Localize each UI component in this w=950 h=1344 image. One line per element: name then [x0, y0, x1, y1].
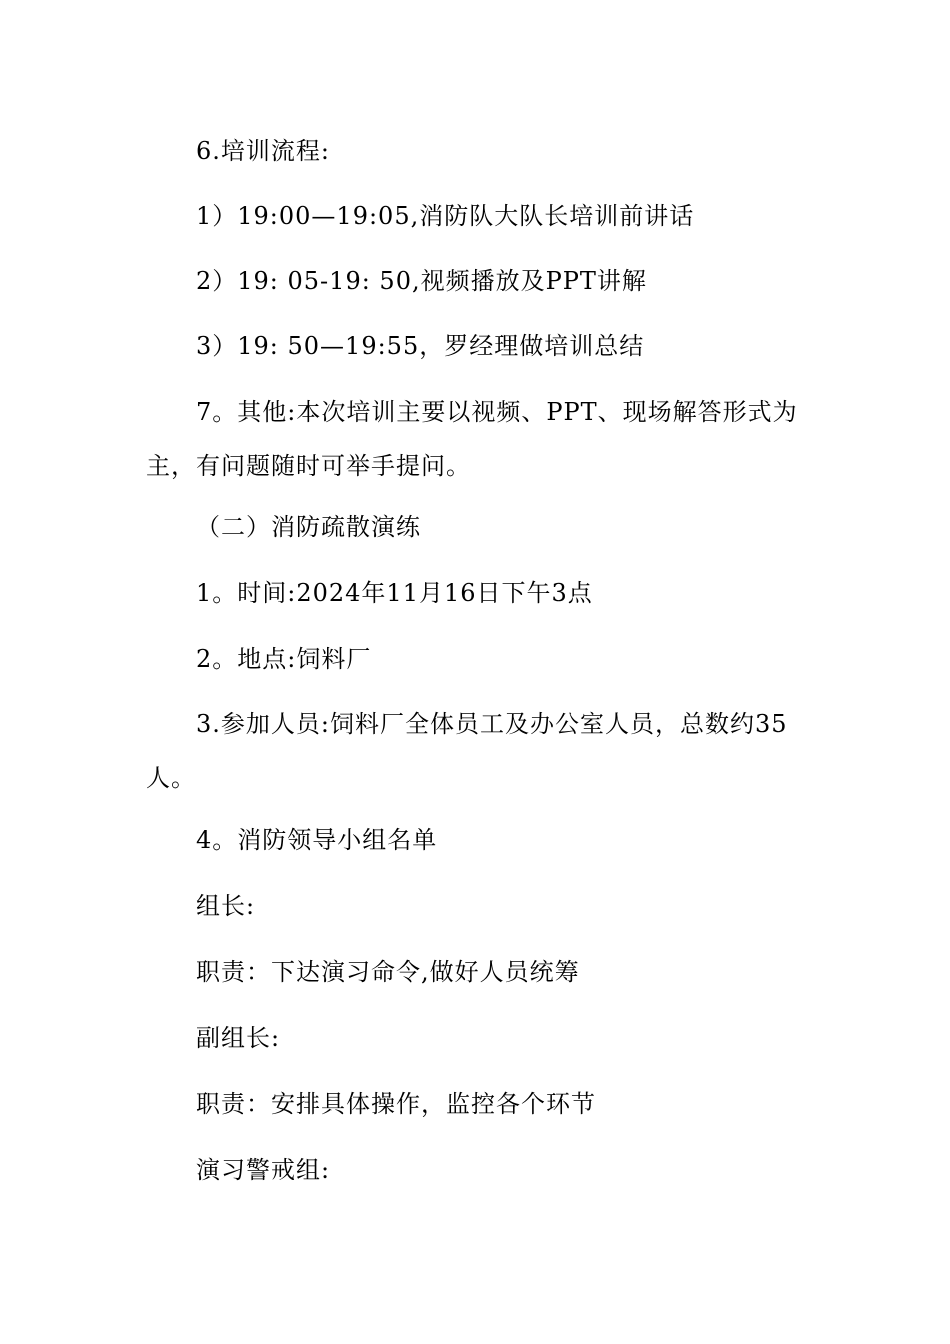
warning-group-label: 演习警戒组: [196, 1156, 331, 1184]
deputy-duty: 职责：安排具体操作，监控各个环节 [196, 1090, 596, 1118]
section-heading-evacuation-drill: （二）消防疏散演练 [196, 513, 421, 541]
schedule-item-1: 1）19:00—19:05,消防队大队长培训前讲话 [196, 202, 695, 230]
schedule-item-2: 2）19: 05-19: 50,视频播放及PPT讲解 [196, 267, 647, 295]
leader-duty: 职责：下达演习命令,做好人员统筹 [196, 958, 580, 986]
leadership-list-heading: 4。消防领导小组名单 [196, 826, 438, 854]
deputy-label: 副组长: [196, 1024, 281, 1052]
drill-time: 1。时间:2024年11月16日下午3点 [196, 579, 593, 607]
paragraph-other: 7。其他:本次培训主要以视频、PPT、现场解答形式为主，有问题随时可举手提问。 [146, 398, 798, 480]
schedule-item-3: 3）19: 50—19:55，罗经理做培训总结 [196, 332, 645, 360]
heading-training-process: 6.培训流程: [196, 137, 330, 165]
drill-location: 2。地点:饲料厂 [196, 645, 372, 673]
paragraph-participants: 3.参加人员:饲料厂全体员工及办公室人员，总数约35人。 [146, 710, 788, 792]
leader-label: 组长: [196, 892, 256, 920]
